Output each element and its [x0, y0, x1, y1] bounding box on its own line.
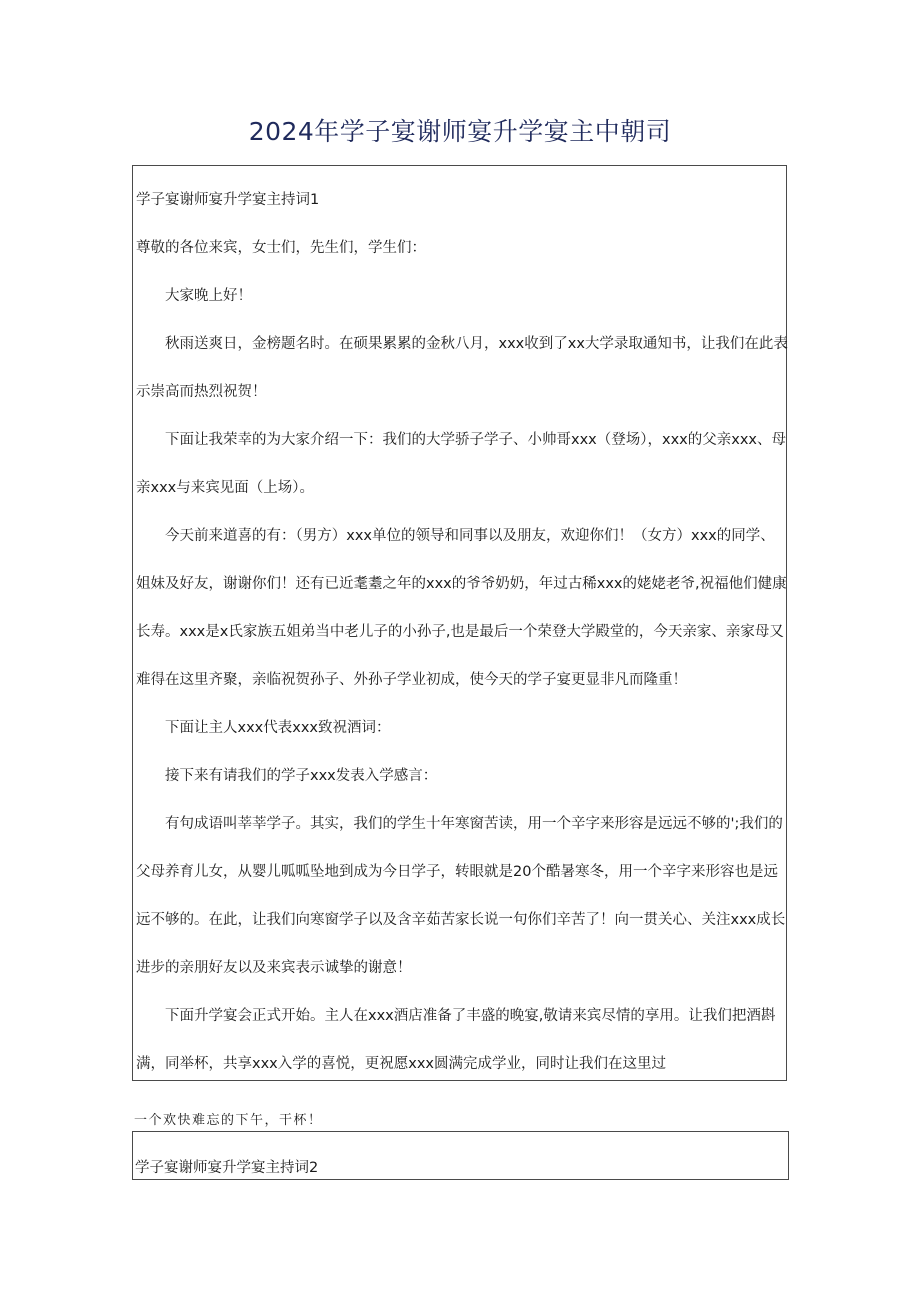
closing-line: 一个欢快难忘的下午，干杯！: [134, 1113, 323, 1128]
paragraph-line: 姐妹及好友，谢谢你们！还有已近耄耋之年的xxx的爷爷奶奶，年过古稀xxx的姥姥老爷,祝福他们健康: [136, 576, 787, 592]
paragraph-line: 接下来有请我们的学子xxx发表入学感言：: [165, 768, 438, 784]
paragraph-line: 长寿。xxx是x氏家族五姐弟当中老儿子的小孙子,也是最后一个荣登大学殿堂的，今天亲家、亲家母又: [136, 624, 784, 640]
paragraph-line: 亲xxx与来宾见面（上场）。: [136, 480, 314, 496]
paragraph-line: 下面让主人xxx代表xxx致祝酒词：: [165, 720, 391, 736]
page-title: 2024年学子宴谢师宴升学宴主中朝司: [248, 117, 672, 146]
paragraph-line: 示崇高而热烈祝贺！: [136, 384, 267, 400]
paragraph-line: 远不够的。在此，让我们向寒窗学子以及含辛茹苦家长说一句你们辛苦了！向一贯关心、关注xxx成长: [136, 912, 786, 928]
paragraph-line: 满，同举杯，共享xxx入学的喜悦，更祝愿xxx圆满完成学业，同时让我们在这里过: [136, 1056, 666, 1072]
paragraph-line: 难得在这里齐聚，亲临祝贺孙子、外孙子学业初成，使今天的学子宴更显非凡而隆重！: [136, 672, 687, 688]
section-heading: 学子宴谢师宴升学宴主持词1: [136, 192, 320, 208]
paragraph-line: 尊敬的各位来宾，女士们，先生们，学生们：: [136, 240, 426, 256]
paragraph-line: 秋雨送爽日，金榜题名时。在硕果累累的金秋八月，xxx收到了xx大学录取通知书，让我们在此表: [165, 336, 788, 352]
paragraph-line: 父母养育儿女，从婴儿呱呱坠地到成为今日学子，转眼就是20个酷暑寒冬，用一个辛字来形容也是远: [136, 864, 778, 880]
paragraph-line: 进步的亲朋好友以及来宾表示诚挚的谢意！: [136, 960, 412, 976]
paragraph-line: 有句成语叫莘莘学子。其实，我们的学生十年寒窗苦读，用一个辛字来形容是远远不够的';我们的: [165, 816, 783, 832]
paragraph-line: 下面升学宴会正式开始。主人在xxx酒店准备了丰盛的晚宴,敬请来宾尽情的享用。让我们把酒斟: [165, 1008, 776, 1024]
section-heading-2: 学子宴谢师宴升学宴主持词2: [135, 1160, 319, 1176]
paragraph-line: 下面让我荣幸的为大家介绍一下：我们的大学骄子学子、小帅哥xxx（登场），xxx的父亲xxx、母: [165, 432, 786, 448]
paragraph-line: 大家晚上好！: [165, 288, 252, 304]
content-box-2: [132, 1131, 789, 1180]
paragraph-line: 今天前来道喜的有：（男方）xxx单位的领导和同事以及朋友，欢迎你们！（女方）xxx的同学、: [165, 528, 775, 544]
